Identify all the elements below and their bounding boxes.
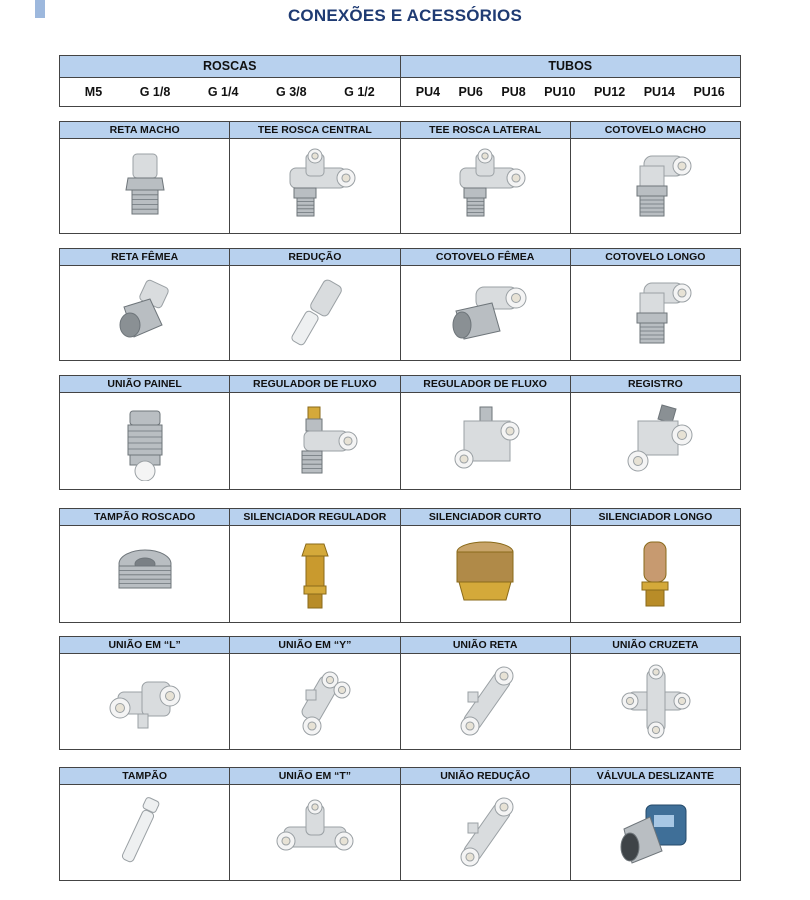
rosca-value: G 1/4: [207, 85, 239, 99]
page-title: CONEXÕES E ACESSÓRIOS: [287, 6, 523, 25]
roscas-values: [60, 78, 400, 106]
product-label: RETA MACHO: [60, 122, 229, 139]
product-row: [59, 508, 741, 623]
product-label: UNIÃO EM “T”: [230, 768, 399, 785]
product-cell: [60, 122, 229, 233]
product-cell: [400, 509, 570, 622]
tubo-value: PU14: [643, 85, 675, 99]
product-image: [60, 526, 229, 622]
product-cell: [570, 249, 740, 360]
bulkhead-union-icon: [100, 401, 190, 481]
product-image: [571, 393, 740, 489]
product-image: [571, 654, 740, 749]
product-row: [59, 375, 741, 490]
product-image: [571, 266, 740, 360]
tubo-value: PU12: [593, 85, 626, 99]
rosca-value: G 1/2: [344, 85, 375, 99]
product-label: COTOVELO MACHO: [571, 122, 740, 139]
product-cell: [229, 768, 399, 880]
threaded-plug-icon: [100, 534, 190, 614]
product-image: [401, 393, 570, 489]
product-label: UNIÃO PAINEL: [60, 376, 229, 393]
product-label: SILENCIADOR CURTO: [401, 509, 570, 526]
tubo-value: PU16: [693, 85, 725, 99]
product-label: REDUÇÃO: [230, 249, 399, 266]
long-silencer-icon: [610, 534, 700, 614]
product-cell: [60, 376, 229, 489]
tubos-header: TUBOS: [401, 56, 741, 78]
product-image: [230, 654, 399, 749]
product-label: SILENCIADOR REGULADOR: [230, 509, 399, 526]
roscas-header: ROSCAS: [60, 56, 400, 78]
product-cell: [570, 768, 740, 880]
straight-female-icon: [100, 273, 190, 353]
product-image: [571, 785, 740, 880]
product-label: REGISTRO: [571, 376, 740, 393]
product-row: [59, 767, 741, 881]
t-union-icon: [270, 793, 360, 873]
elbow-female-icon: [440, 273, 530, 353]
long-elbow-icon: [610, 273, 700, 353]
product-label: SILENCIADOR LONGO: [571, 509, 740, 526]
straight-male-fitting-icon: [100, 146, 190, 226]
product-cell: [229, 249, 399, 360]
product-label: TEE ROSCA LATERAL: [401, 122, 570, 139]
product-image: [401, 785, 570, 880]
product-cell: [229, 122, 399, 233]
product-cell: [60, 637, 229, 749]
rosca-value: G 1/8: [139, 85, 171, 99]
y-union-icon: [270, 662, 360, 742]
product-image: [60, 654, 229, 749]
product-image: [571, 526, 740, 622]
tube-plug-icon: [100, 793, 190, 873]
product-cell: [400, 122, 570, 233]
product-image: [60, 785, 229, 880]
product-cell: [570, 509, 740, 622]
product-label: UNIÃO RETA: [401, 637, 570, 654]
tubo-value: PU8: [501, 85, 526, 99]
tee-center-thread-icon: [270, 146, 360, 226]
ball-valve-icon: [610, 401, 700, 481]
reducing-union-icon: [440, 793, 530, 873]
short-silencer-icon: [440, 534, 530, 614]
product-image: [60, 393, 229, 489]
product-label: UNIÃO REDUÇÃO: [401, 768, 570, 785]
roscas-column: [60, 56, 400, 106]
adjustable-silencer-icon: [270, 534, 360, 614]
product-image: [401, 654, 570, 749]
specs-table: [59, 55, 741, 107]
product-cell: [60, 249, 229, 360]
product-image: [401, 526, 570, 622]
product-label: VÁLVULA DESLIZANTE: [571, 768, 740, 785]
rosca-value: G 3/8: [276, 85, 307, 99]
tubo-value: PU6: [458, 85, 483, 99]
elbow-male-icon: [610, 146, 700, 226]
tubos-values: [401, 78, 741, 106]
product-cell: [400, 249, 570, 360]
product-image: [230, 785, 399, 880]
product-cell: [229, 637, 399, 749]
tubo-value: PU10: [544, 85, 576, 99]
product-cell: [229, 376, 399, 489]
product-label: COTOVELO LONGO: [571, 249, 740, 266]
product-label: TAMPÃO: [60, 768, 229, 785]
product-label: TAMPÃO ROSCADO: [60, 509, 229, 526]
product-label: UNIÃO CRUZETA: [571, 637, 740, 654]
sliding-valve-icon: [610, 793, 700, 873]
product-cell: [400, 637, 570, 749]
product-row: [59, 121, 741, 234]
reducer-icon: [270, 273, 360, 353]
product-cell: [570, 122, 740, 233]
product-image: [230, 139, 399, 233]
tubo-value: PU4: [415, 85, 441, 99]
product-label: REGULADOR DE FLUXO: [401, 376, 570, 393]
product-label: RETA FÊMEA: [60, 249, 229, 266]
l-union-icon: [100, 662, 190, 742]
product-label: REGULADOR DE FLUXO: [230, 376, 399, 393]
flow-regulator-icon: [270, 401, 360, 481]
product-image: [230, 266, 399, 360]
product-cell: [400, 376, 570, 489]
product-image: [401, 139, 570, 233]
product-image: [571, 139, 740, 233]
cross-union-icon: [610, 662, 700, 742]
product-label: TEE ROSCA CENTRAL: [230, 122, 399, 139]
product-label: UNIÃO EM “L”: [60, 637, 229, 654]
product-row: [59, 248, 741, 361]
product-image: [230, 526, 399, 622]
product-cell: [60, 768, 229, 880]
tubos-column: [400, 56, 741, 106]
product-image: [60, 266, 229, 360]
product-row: [59, 636, 741, 750]
product-cell: [229, 509, 399, 622]
product-image: [60, 139, 229, 233]
product-cell: [60, 509, 229, 622]
rosca-value: M5: [84, 85, 103, 99]
tee-side-thread-icon: [440, 146, 530, 226]
product-cell: [570, 637, 740, 749]
product-image: [401, 266, 570, 360]
product-label: COTOVELO FÊMEA: [401, 249, 570, 266]
straight-union-icon: [440, 662, 530, 742]
inline-flow-regulator-icon: [440, 401, 530, 481]
product-image: [230, 393, 399, 489]
product-label: UNIÃO EM “Y”: [230, 637, 399, 654]
product-cell: [570, 376, 740, 489]
product-cell: [400, 768, 570, 880]
